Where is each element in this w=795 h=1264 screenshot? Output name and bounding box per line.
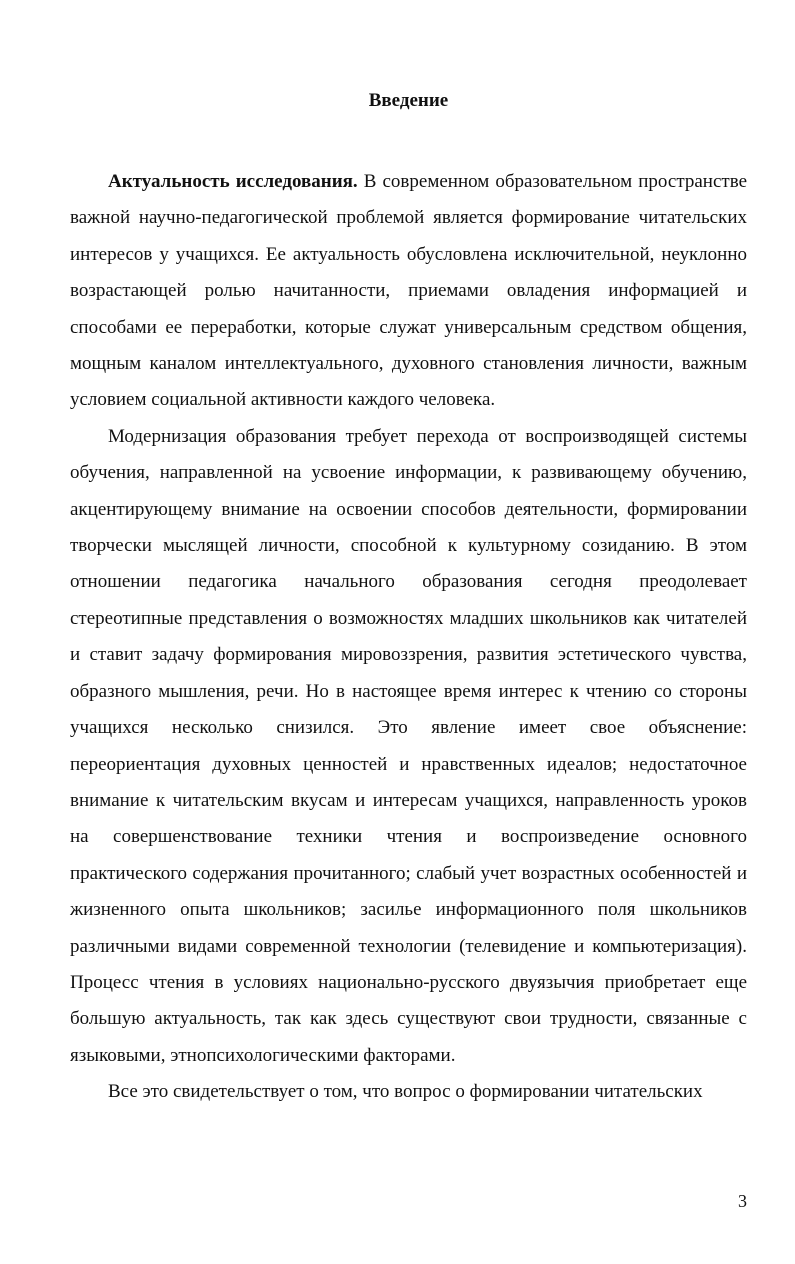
paragraph-text-relevance: В современном образовательном пространстве важной научно-педагогической проблемой является формирование читательских интересов у учащихся. Ее актуальность обусловлена исключительной, неуклонно возрастающей ролью начитанности, приемами овладения информацией и способами ее переработки, которые служат универсальным средством общения, мощным каналом интеллектуального, духовного становления личности, важным условием социальной активности каждого человека.	[70, 171, 747, 411]
paragraph-text-conclusion: Все это свидетельствует о том, что вопрос о формировании читательских	[108, 1081, 703, 1103]
paragraph-conclusion	[70, 1074, 747, 1110]
document-page	[70, 88, 747, 1111]
paragraph-relevance	[70, 164, 747, 419]
page-number: 3	[738, 1191, 747, 1211]
paragraph-text-modernization: Модернизация образования требует перехода от воспроизводящей системы обучения, направленной на усвоение информации, к развивающему обучению, акцентирующему внимание на освоении способов деятельности, формировании творчески мыслящей личности, способной к культурному созиданию. В этом отношении педагогика начального образования сегодня преодолевает стереотипные представления о возможностях младших школьников как читателей и ставит задачу формирования мировоззрения, развития эстетического чувства, образного мышления, речи. Но в настоящее время интерес к чтению со стороны учащихся несколько снизился. Это явление имеет свое объяснение: переориентация духовных ценностей и нравственных идеалов; недостаточное внимание к читательским вкусам и интересам учащихся, направленность уроков на совершенствование техники чтения и воспроизведение основного практического содержания прочитанного; слабый учет возрастных особенностей и жизненного опыта школьников; засилье информационного поля школьников различными видами современной технологии (телевидение и компьютеризация). Процесс чтения в условиях национально-русского двуязычия приобретает еще большую актуальность, так как здесь существуют свои трудности, связанные с языковыми, этнопсихологическими факторами.	[70, 425, 747, 1066]
paragraph-modernization	[70, 419, 747, 1074]
paragraph-lead-relevance: Актуальность исследования.	[108, 171, 358, 192]
page-title: Введение	[368, 90, 449, 111]
